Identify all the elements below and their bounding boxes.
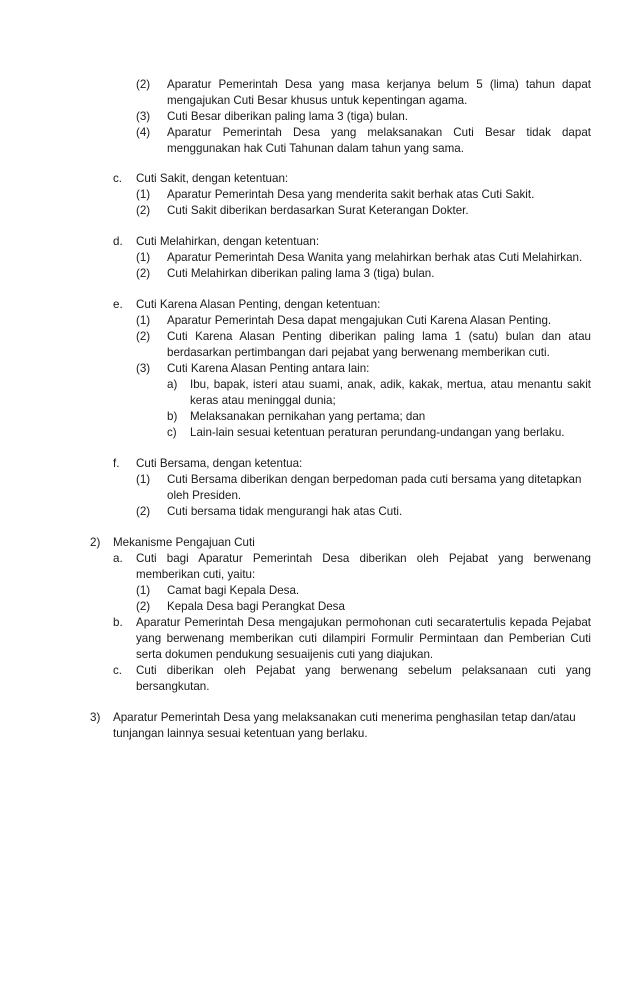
sub-item-text: bersangkutan.: [136, 680, 210, 693]
item-text: Aparatur Pemerintah Desa yang masa kerjanya belum 5 (lima) tahun dapat: [167, 78, 591, 91]
sub-item-text: yang berwenang memberikan cuti dilampiri Formulir Permintaan dan Pemberian Cuti: [136, 632, 591, 645]
item-text: mengajukan Cuti Besar khusus untuk kepentingan agama.: [167, 94, 468, 107]
section-heading: Cuti Melahirkan, dengan ketentuan:: [136, 235, 320, 248]
section-number: 3): [90, 711, 101, 724]
item-text: Aparatur Pemerintah Desa dapat mengajukan Cuti Karena Alasan Penting.: [167, 314, 552, 327]
item-number: (2): [136, 505, 151, 518]
sub-item-label: b.: [113, 616, 123, 629]
item-number: (2): [136, 204, 151, 217]
item-text: Kepala Desa bagi Perangkat Desa: [167, 600, 345, 613]
section-heading: Cuti Sakit, dengan ketentuan:: [136, 172, 289, 185]
sub-item-text: Melaksanakan pernikahan yang pertama; dan: [190, 410, 426, 423]
item-number: (1): [136, 473, 151, 486]
sub-item-label: c): [167, 426, 177, 439]
item-text: oleh Presiden.: [167, 489, 242, 502]
item-number: (3): [136, 362, 151, 375]
item-text: berdasarkan pertimbangan dari pejabat yang berwenang memberikan cuti.: [167, 346, 550, 359]
item-text: Camat bagi Kepala Desa.: [167, 584, 300, 597]
item-text: Cuti Melahirkan diberikan paling lama 3 (tiga) bulan.: [167, 267, 435, 280]
paragraph-text: tunjangan lainnya sesuai ketentuan yang berlaku.: [113, 727, 368, 740]
sub-item-text: Cuti bagi Aparatur Pemerintah Desa diberikan oleh Pejabat yang berwenang: [136, 552, 591, 565]
sub-item-text: keras atau meninggal dunia;: [190, 394, 336, 407]
item-text: Cuti bersama tidak mengurangi hak atas Cuti.: [167, 505, 403, 518]
item-number: (3): [136, 110, 151, 123]
item-number: (4): [136, 126, 151, 139]
sub-item-text: serta dokumen pendukung sesuaijenis cuti yang diajukan.: [136, 648, 434, 661]
section-heading: Cuti Bersama, dengan ketentua:: [136, 457, 303, 470]
section-heading: Mekanisme Pengajuan Cuti: [113, 536, 255, 549]
item-text: Cuti Karena Alasan Penting diberikan paling lama 1 (satu) bulan dan atau: [167, 330, 591, 343]
item-number: (1): [136, 188, 151, 201]
item-number: (1): [136, 314, 151, 327]
item-text: Aparatur Pemerintah Desa Wanita yang melahirkan berhak atas Cuti Melahirkan.: [167, 251, 583, 264]
section-letter: c.: [113, 172, 123, 185]
section-letter: f.: [113, 457, 120, 470]
sub-item-label: a): [167, 378, 178, 391]
sub-item-text: Ibu, bapak, isteri atau suami, anak, adik, kakak, mertua, atau menantu sakit: [190, 378, 591, 391]
item-text: Cuti Sakit diberikan berdasarkan Surat Keterangan Dokter.: [167, 204, 469, 217]
sub-item-text: memberikan cuti, yaitu:: [136, 568, 256, 581]
sub-item-text: Lain-lain sesuai ketentuan peraturan perundang-undangan yang berlaku.: [190, 426, 565, 439]
item-number: (1): [136, 251, 151, 264]
section-letter: e.: [113, 298, 123, 311]
item-number: (1): [136, 584, 151, 597]
item-text: menggunakan hak Cuti Tahunan dalam tahun yang sama.: [167, 142, 464, 155]
item-text: Cuti Besar diberikan paling lama 3 (tiga) bulan.: [167, 110, 409, 123]
sub-item-label: b): [167, 410, 178, 423]
item-number: (2): [136, 600, 151, 613]
item-number: (2): [136, 267, 151, 280]
item-text: Cuti Karena Alasan Penting antara lain:: [167, 362, 370, 375]
sub-item-text: Aparatur Pemerintah Desa mengajukan permohonan cuti secaratertulis kepada Pejabat: [136, 616, 591, 629]
item-text: Aparatur Pemerintah Desa yang menderita sakit berhak atas Cuti Sakit.: [167, 188, 535, 201]
item-number: (2): [136, 78, 151, 91]
item-text: Aparatur Pemerintah Desa yang melaksanakan Cuti Besar tidak dapat: [167, 126, 591, 139]
section-heading: Cuti Karena Alasan Penting, dengan ketentuan:: [136, 298, 381, 311]
item-number: (2): [136, 330, 151, 343]
item-text: Cuti Bersama diberikan dengan berpedoman pada cuti bersama yang ditetapkan: [167, 473, 582, 486]
sub-item-label: c.: [113, 664, 123, 677]
sub-item-label: a.: [113, 552, 123, 565]
paragraph-text: Aparatur Pemerintah Desa yang melaksanakan cuti menerima penghasilan tetap dan/atau: [113, 711, 576, 724]
section-number: 2): [90, 536, 101, 549]
sub-item-text: Cuti diberikan oleh Pejabat yang berwenang sebelum pelaksanaan cuti yang: [136, 664, 591, 677]
section-letter: d.: [113, 235, 123, 248]
